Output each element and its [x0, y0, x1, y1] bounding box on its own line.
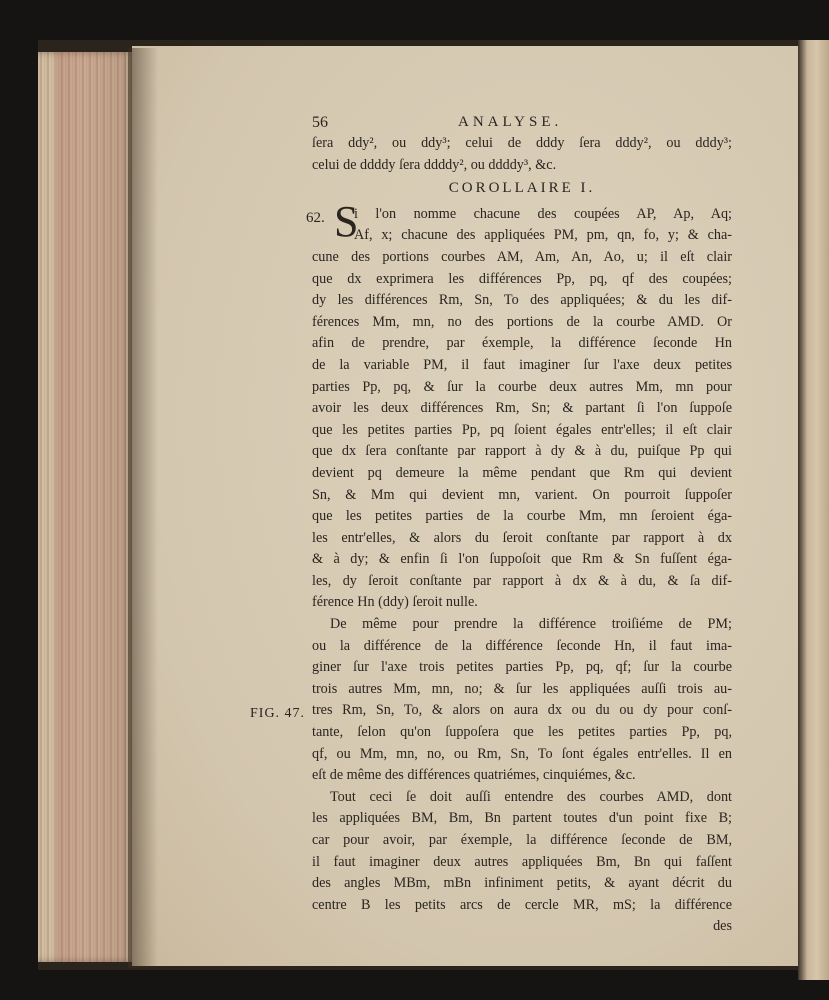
text-line: dy les différences Rm, Sn, To des appliquées; & du les dif-	[312, 292, 732, 309]
figure-reference: FIG. 47.	[250, 706, 306, 721]
text-line: des angles MBm, mBn infiniment petits, & ayant décrit du	[312, 875, 732, 892]
text-line: de la variable PM, il faut imaginer ſur l'axe deux petites	[312, 356, 732, 373]
paragraph-number: 62.	[306, 209, 325, 226]
text-line: qf, ou Mm, mn, no, ou Rm, Sn, To ſont égales entr'elles. Il en	[312, 745, 732, 762]
facing-page-edge	[798, 40, 829, 980]
paragraph-62	[306, 196, 732, 614]
text-line: que les petites parties Pp, pq ſoient égales entr'elles; il eſt clair	[312, 421, 732, 438]
text-line: ſera ddy², ou ddy³; celui de dddy ſera dddy², ou dddy³;	[312, 135, 732, 151]
text-line: férence Hn (ddy) ſeroit nulle.	[312, 594, 478, 611]
paragraph-2	[312, 614, 732, 787]
text-line: & à dy; & enfin ſi l'on ſuppoſoit que Rm & Sn fuſſent éga-	[312, 551, 732, 568]
text-line: ou la différence de la différence ſeconde Hn, il faut ima-	[312, 637, 732, 654]
text-line: avoir les deux différences Rm, Sn; & partant ſi l'on ſuppoſe	[312, 400, 732, 417]
page-header	[312, 112, 732, 133]
text-line: que les petites parties de la courbe Mm, mn ſeroient éga-	[312, 508, 732, 525]
text-line: car pour avoir, par éxemple, la différence ſeconde de BM,	[312, 832, 732, 848]
text-line: Tout ceci ſe doit auſſi entendre des courbes AMD, dont	[330, 788, 732, 805]
text-line: les, dy ſeroit conſtante par rapport à dx & à du, & ſa dif-	[312, 572, 732, 589]
text-line: afin de prendre, par éxemple, la différence ſeconde Hn	[312, 335, 732, 352]
gutter-shadow	[128, 48, 158, 968]
text-line: tres Rm, Sn, To, & alors on aura dx ou du ou dy pour conſ-	[312, 702, 732, 719]
text-line: giner ſur l'axe trois petites parties Pp, pq, qf; ſur la courbe	[312, 659, 732, 676]
text-line: les entr'elles, & alors du ſeroit conſtante par rapport à dx	[312, 529, 732, 546]
text-line: eſt de même des différences quatriémes, cinquiémes, &c.	[312, 767, 636, 784]
text-line: férences Mm, mn, no des portions de la courbe AMD. Or	[312, 313, 732, 330]
text-line: parties Pp, pq, & ſur la courbe deux autres Mm, mn pour	[312, 378, 732, 395]
text-line: celui de ddddy ſera ddddy², ou ddddy³, &c.	[312, 156, 557, 173]
paragraph-3	[312, 787, 732, 917]
text-line: i l'on nomme chacune des coupées AP, Ap, Aq;	[354, 205, 732, 222]
page-number: 56	[312, 114, 328, 131]
text-line: centre B les petits arcs de cercle MR, mS; la différence	[312, 896, 732, 913]
page-text	[306, 112, 732, 938]
text-line: cune des portions courbes AM, Am, An, Ao, u; il eſt clair	[312, 248, 732, 265]
text-line: les appliquées BM, Bm, Bn partent toutes d'un point fixe B;	[312, 810, 732, 827]
section-heading: COROLLAIRE I.	[448, 180, 596, 197]
text-line: De même pour prendre la différence troiſiéme de PM;	[330, 616, 732, 633]
text-line: que dx exprimera les différences Pp, pq, qf des coupées;	[312, 270, 732, 287]
text-line: Af, x; chacune des appliquées PM, pm, qn, fo, y; & cha-	[354, 227, 732, 244]
drop-capital: S	[334, 196, 359, 246]
text-line: Sn, & Mm qui devient mn, varient. On pourroit ſuppoſer	[312, 486, 732, 503]
text-line: tante, ſelon qu'on ſuppoſera que les petites parties Pp, pq,	[312, 724, 732, 741]
catchword: des	[713, 918, 732, 935]
text-line: devient pq demeure la même pendant que Rm qui devient	[312, 464, 732, 481]
text-line: que dx ſera conſtante par rapport à dy & à du, puiſque Pp qui	[312, 443, 732, 460]
text-line: il faut imaginer deux autres appliquées Bm, Bn qui faſſent	[312, 853, 732, 870]
page-edges	[38, 52, 134, 962]
text-line: trois autres Mm, mn, no; & ſur les appliquées auſſi trois au-	[312, 680, 732, 697]
running-head: ANALYSE.	[458, 114, 563, 130]
